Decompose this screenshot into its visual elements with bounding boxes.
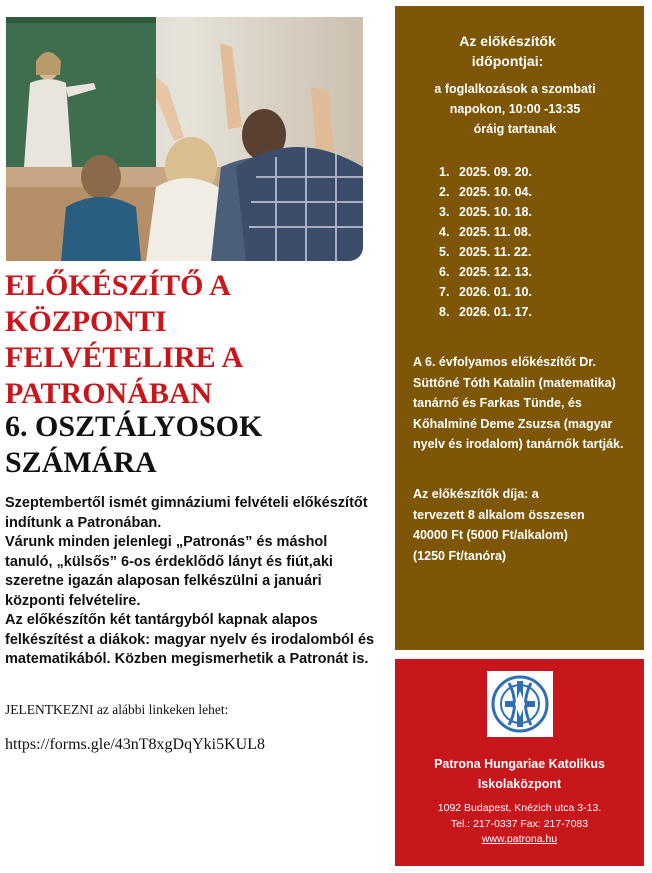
schedule-hours-line: napokon, 10:00 -13:35 (449, 102, 581, 116)
apply-link[interactable]: https://forms.gle/43nT8xgDqYki5KUL8 (5, 736, 265, 753)
schedule-title-line: időpontjai: (471, 53, 544, 69)
fee-line: Az előkészítők díja: a (413, 487, 539, 501)
page-title (5, 268, 375, 412)
intro-line: felkészítést a diákok: magyar nyelv és irodalomból és (5, 631, 375, 648)
fee-line: 40000 Ft (5000 Ft/alkalom) (413, 528, 568, 542)
title-line: FELVÉTELIRE A (5, 341, 244, 374)
date-item (439, 162, 532, 182)
date-value: 2025. 12. 13. (459, 265, 532, 279)
date-num: 4. (439, 225, 450, 239)
date-item (439, 202, 532, 222)
date-value: 2025. 11. 22. (459, 245, 532, 259)
school-phone: Tel.: 217-0337 Fax: 217-7083 (450, 817, 589, 830)
title-line: PATRONÁBAN (5, 377, 213, 410)
intro-line: Az előkészítőn két tantárgyból kapnak alapos (5, 612, 318, 628)
classroom-photo (6, 17, 363, 261)
intro-line: indítunk a Patronában. (5, 514, 162, 531)
subtitle-line: SZÁMÁRA (5, 446, 157, 479)
apply-label: JELENTKEZNI az alábbi linkeken lehet: (5, 702, 229, 717)
date-num: 2. (439, 185, 450, 199)
date-list (439, 162, 532, 322)
date-item (439, 282, 532, 302)
date-num: 1. (439, 165, 450, 179)
schedule-hours-line: óráig tartanak (473, 122, 557, 136)
date-num: 7. (439, 285, 450, 299)
intro-line: tanuló, „külsős” 6-os érdeklődő lányt és fiút,aki (5, 553, 333, 570)
date-num: 6. (439, 265, 450, 279)
date-value: 2026. 01. 17. (459, 305, 532, 319)
date-item (439, 242, 532, 262)
title-line: KÖZPONTI (5, 305, 167, 338)
schedule-title (395, 31, 620, 71)
contact-panel (395, 659, 644, 866)
date-item (439, 182, 532, 202)
title-line: ELŐKÉSZÍTŐ A (5, 269, 231, 302)
school-name-line: Iskolaközpont (477, 777, 562, 791)
intro-line: Szeptembertől ismét gimnáziumi felvételi előkészítőt (5, 495, 368, 511)
date-item (439, 302, 532, 322)
intro-text (5, 494, 390, 670)
date-value: 2025. 10. 18. (459, 205, 532, 219)
school-name-line: Patrona Hungariae Katolikus (434, 757, 605, 771)
intro-line: központi felvételire. (5, 592, 141, 609)
date-num: 3. (439, 205, 450, 219)
date-item (439, 222, 532, 242)
school-address: 1092 Budapest, Knézich utca 3-13. (437, 802, 602, 814)
date-num: 5. (439, 245, 450, 259)
page-subtitle (5, 409, 375, 481)
date-value: 2026. 01. 10. (459, 285, 532, 299)
date-num: 8. (439, 305, 450, 319)
date-item (439, 262, 532, 282)
schedule-title-line: Az előkészítők (459, 33, 556, 49)
school-website-link[interactable]: www.patrona.hu (481, 833, 558, 845)
school-logo-icon (487, 671, 553, 737)
school-name (395, 754, 644, 794)
schedule-hours (395, 79, 635, 139)
school-contact (395, 801, 644, 848)
intro-line: Várunk minden jelenlegi „Patronás” és máshol (5, 534, 328, 550)
date-value: 2025. 10. 04. (459, 185, 532, 199)
fee-text (413, 484, 639, 566)
intro-line: szeretne igazán alaposan felkészülni a januári (5, 573, 322, 589)
intro-line: matematikából. Közben megismerhetik a Patronát is. (5, 651, 369, 667)
fee-line: (1250 Ft/tanóra) (413, 548, 507, 563)
schedule-hours-line: a foglalkozások a szombati (434, 82, 596, 96)
date-value: 2025. 09. 20. (459, 165, 532, 179)
teachers-text: A 6. évfolyamos előkészítőt Dr. Süttőné Tóth Katalin (matematika) tanárnő és Farkas Tünde, és Kőhalminé Deme Zsuzsa (magyar nyelv és irodalom) tanárnők tartják. (413, 355, 624, 451)
schedule-panel (395, 6, 644, 650)
fee-line: tervezett 8 alkalom összesen (413, 507, 585, 522)
date-value: 2025. 11. 08. (459, 225, 532, 239)
subtitle-line: 6. OSZTÁLYOSOK (5, 410, 263, 443)
